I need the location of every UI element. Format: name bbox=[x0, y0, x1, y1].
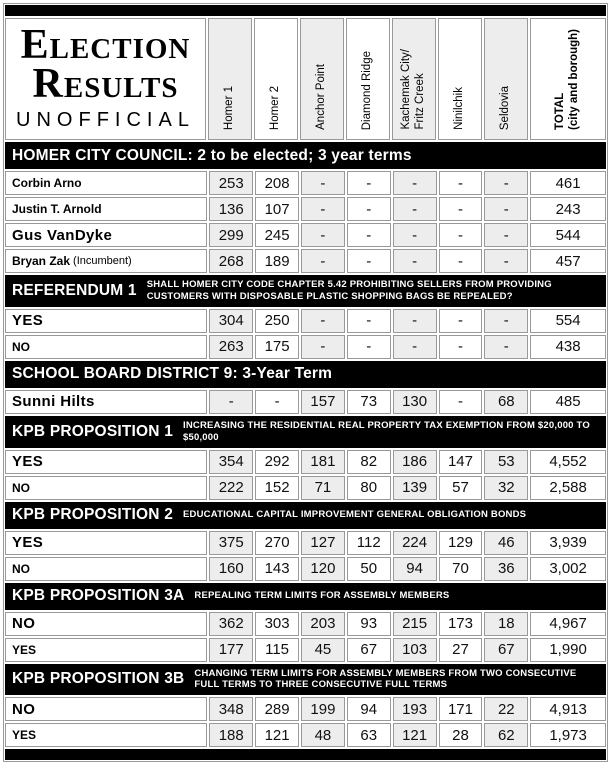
vote-count-cell-anchor-point: - bbox=[301, 197, 345, 221]
vote-count-cell-total: 4,552 bbox=[530, 450, 606, 474]
vote-count-cell-seldovia: 67 bbox=[484, 638, 528, 662]
vote-count-cell-homer-1: 253 bbox=[209, 171, 253, 195]
vote-count-cell-anchor-point: 157 bbox=[301, 390, 345, 414]
vote-count-cell-seldovia: - bbox=[484, 309, 528, 333]
vote-count-cell-diamond-ridge: 73 bbox=[347, 390, 391, 414]
section-title: KPB PROPOSITION 1 bbox=[12, 422, 174, 440]
vote-count-cell-ninilchik: - bbox=[439, 171, 483, 195]
vote-count-cell-homer-2: 152 bbox=[255, 476, 299, 500]
row-label-cell bbox=[5, 390, 207, 414]
vote-count-cell-kachemak-city-fritz-creek: 94 bbox=[393, 557, 437, 581]
vote-count-cell-homer-1: 222 bbox=[209, 476, 253, 500]
vote-count-cell-homer-2: 175 bbox=[255, 335, 299, 359]
vote-count-cell-seldovia: 32 bbox=[484, 476, 528, 500]
result-row bbox=[5, 450, 606, 474]
vote-count-cell-homer-1: 263 bbox=[209, 335, 253, 359]
vote-count-cell-ninilchik: 70 bbox=[439, 557, 483, 581]
section-title: SCHOOL BOARD DISTRICT 9: 3-Year Term bbox=[12, 365, 333, 383]
vote-count-cell-total: 544 bbox=[530, 223, 606, 247]
row-label: YES bbox=[12, 312, 44, 330]
vote-count-cell-ninilchik: 28 bbox=[439, 723, 483, 747]
section-header-kpb-proposition-3a bbox=[5, 583, 606, 610]
vote-count-cell-anchor-point: - bbox=[301, 249, 345, 273]
column-header-anchor-point bbox=[300, 18, 344, 140]
column-header-total bbox=[530, 18, 606, 140]
row-label: NO bbox=[12, 615, 36, 632]
vote-count-cell-ninilchik: 57 bbox=[439, 476, 483, 500]
vote-count-cell-kachemak-city-fritz-creek: - bbox=[393, 249, 437, 273]
vote-count-cell-total: 1,973 bbox=[530, 723, 606, 747]
vote-count-cell-anchor-point: 181 bbox=[301, 450, 345, 474]
result-row bbox=[5, 249, 606, 273]
results-sections bbox=[5, 142, 606, 747]
vote-count-cell-anchor-point: 48 bbox=[301, 723, 345, 747]
vote-count-cell-ninilchik: - bbox=[439, 249, 483, 273]
column-header-label: TOTAL (city and borough) bbox=[554, 29, 580, 130]
vote-count-cell-total: 4,913 bbox=[530, 697, 606, 721]
row-label: NO bbox=[12, 339, 30, 354]
vote-count-cell-kachemak-city-fritz-creek: - bbox=[393, 197, 437, 221]
section-title: KPB PROPOSITION 3A bbox=[12, 587, 185, 604]
row-label: Justin T. Arnold bbox=[12, 202, 102, 216]
result-row bbox=[5, 476, 606, 500]
vote-count-cell-homer-1: 160 bbox=[209, 557, 253, 581]
vote-count-cell-kachemak-city-fritz-creek: 186 bbox=[393, 450, 437, 474]
vote-count-cell-anchor-point: - bbox=[301, 335, 345, 359]
vote-count-cell-ninilchik: 27 bbox=[439, 638, 483, 662]
vote-count-cell-homer-2: 245 bbox=[255, 223, 299, 247]
row-label: YES bbox=[12, 453, 44, 470]
vote-count-cell-ninilchik: - bbox=[439, 197, 483, 221]
vote-count-cell-total: 461 bbox=[530, 171, 606, 195]
vote-count-cell-seldovia: - bbox=[484, 249, 528, 273]
section-title: HOMER CITY COUNCIL: 2 to be elected; 3 year terms bbox=[12, 146, 412, 164]
masthead bbox=[5, 18, 206, 140]
vote-count-cell-diamond-ridge: - bbox=[347, 197, 391, 221]
vote-count-cell-diamond-ridge: 94 bbox=[347, 697, 391, 721]
row-label-cell bbox=[5, 223, 207, 247]
vote-count-cell-ninilchik: - bbox=[439, 335, 483, 359]
vote-count-cell-diamond-ridge: 112 bbox=[347, 531, 391, 555]
vote-count-cell-kachemak-city-fritz-creek: - bbox=[393, 335, 437, 359]
vote-count-cell-homer-2: 189 bbox=[255, 249, 299, 273]
result-row bbox=[5, 557, 606, 581]
result-row bbox=[5, 390, 606, 414]
vote-count-cell-homer-1: 188 bbox=[209, 723, 253, 747]
result-row bbox=[5, 171, 606, 195]
table-header bbox=[5, 18, 606, 140]
vote-count-cell-seldovia: 68 bbox=[484, 390, 528, 414]
vote-count-cell-anchor-point: 199 bbox=[301, 697, 345, 721]
vote-count-cell-kachemak-city-fritz-creek: 130 bbox=[393, 390, 437, 414]
column-header-homer-1 bbox=[208, 18, 252, 140]
vote-count-cell-homer-1: 136 bbox=[209, 197, 253, 221]
vote-count-cell-diamond-ridge: 63 bbox=[347, 723, 391, 747]
vote-count-cell-total: 485 bbox=[530, 390, 606, 414]
vote-count-cell-ninilchik: - bbox=[439, 223, 483, 247]
vote-count-cell-kachemak-city-fritz-creek: 224 bbox=[393, 531, 437, 555]
vote-count-cell-anchor-point: 120 bbox=[301, 557, 345, 581]
masthead-subtitle: UNOFFICIAL bbox=[16, 109, 195, 132]
masthead-title-line1: Election bbox=[20, 21, 191, 68]
vote-count-cell-kachemak-city-fritz-creek: - bbox=[393, 309, 437, 333]
row-label: NO bbox=[12, 480, 30, 495]
vote-count-cell-homer-2: 208 bbox=[255, 171, 299, 195]
column-header-seldovia bbox=[484, 18, 528, 140]
column-header-label: Homer 1 bbox=[223, 85, 236, 130]
vote-count-cell-homer-2: 303 bbox=[255, 612, 299, 636]
section-header-kpb-proposition-1 bbox=[5, 416, 606, 448]
vote-count-cell-diamond-ridge: - bbox=[347, 335, 391, 359]
row-label-cell bbox=[5, 249, 207, 273]
vote-count-cell-homer-1: 299 bbox=[209, 223, 253, 247]
vote-count-cell-diamond-ridge: - bbox=[347, 309, 391, 333]
column-header-kachemak-city-fritz-creek bbox=[392, 18, 436, 140]
column-header-label: Ninilchik bbox=[453, 87, 466, 130]
vote-count-cell-ninilchik: 147 bbox=[439, 450, 483, 474]
vote-count-cell-ninilchik: - bbox=[439, 309, 483, 333]
section-header-kpb-proposition-2 bbox=[5, 502, 606, 529]
vote-count-cell-homer-1: 304 bbox=[209, 309, 253, 333]
row-label-cell bbox=[5, 557, 207, 581]
row-label: Sunni Hilts bbox=[12, 393, 95, 411]
vote-count-cell-total: 438 bbox=[530, 335, 606, 359]
vote-count-cell-seldovia: 62 bbox=[484, 723, 528, 747]
row-label: Bryan Zak bbox=[12, 254, 71, 268]
row-label-cell bbox=[5, 476, 207, 500]
vote-count-cell-homer-1: 362 bbox=[209, 612, 253, 636]
row-label: YES bbox=[12, 534, 44, 551]
section-description: INCREASING THE RESIDENTIAL REAL PROPERTY TAX EXEMPTION FROM $20,000 TO $50,000 bbox=[183, 419, 590, 443]
section-title: KPB PROPOSITION 3B bbox=[12, 670, 185, 688]
section-header-referendum-1 bbox=[5, 275, 606, 307]
section-header-school-board-district-9 bbox=[5, 361, 606, 388]
vote-count-cell-ninilchik: - bbox=[439, 390, 483, 414]
row-label-cell bbox=[5, 309, 207, 333]
result-row bbox=[5, 531, 606, 555]
row-label-cell bbox=[5, 197, 207, 221]
section-title: REFERENDUM 1 bbox=[12, 281, 137, 299]
vote-count-cell-kachemak-city-fritz-creek: - bbox=[393, 171, 437, 195]
vote-count-cell-kachemak-city-fritz-creek: 121 bbox=[393, 723, 437, 747]
vote-count-cell-anchor-point: 203 bbox=[301, 612, 345, 636]
vote-count-cell-diamond-ridge: 67 bbox=[347, 638, 391, 662]
vote-count-cell-seldovia: 53 bbox=[484, 450, 528, 474]
vote-count-cell-anchor-point: - bbox=[301, 223, 345, 247]
column-header-label: Homer 2 bbox=[269, 85, 282, 130]
column-header-label: Kachemak City/ Fritz Creek bbox=[400, 49, 426, 130]
vote-count-cell-total: 3,939 bbox=[530, 531, 606, 555]
result-row bbox=[5, 335, 606, 359]
result-row bbox=[5, 197, 606, 221]
vote-count-cell-homer-1: - bbox=[209, 390, 253, 414]
row-label-cell bbox=[5, 531, 207, 555]
row-label-cell bbox=[5, 335, 207, 359]
column-header-label: Diamond Ridge bbox=[361, 50, 374, 130]
vote-count-cell-total: 2,588 bbox=[530, 476, 606, 500]
column-headers bbox=[208, 18, 606, 140]
vote-count-cell-seldovia: - bbox=[484, 197, 528, 221]
column-header-label: Seldovia bbox=[499, 85, 512, 130]
vote-count-cell-anchor-point: 127 bbox=[301, 531, 345, 555]
vote-count-cell-homer-2: 250 bbox=[255, 309, 299, 333]
vote-count-cell-homer-1: 268 bbox=[209, 249, 253, 273]
vote-count-cell-anchor-point: 71 bbox=[301, 476, 345, 500]
vote-count-cell-seldovia: - bbox=[484, 171, 528, 195]
vote-count-cell-homer-2: 289 bbox=[255, 697, 299, 721]
section-title: KPB PROPOSITION 2 bbox=[12, 506, 174, 523]
vote-count-cell-diamond-ridge: 93 bbox=[347, 612, 391, 636]
vote-count-cell-ninilchik: 129 bbox=[439, 531, 483, 555]
vote-count-cell-homer-2: 121 bbox=[255, 723, 299, 747]
vote-count-cell-seldovia: 36 bbox=[484, 557, 528, 581]
row-label-cell bbox=[5, 612, 207, 636]
vote-count-cell-seldovia: 18 bbox=[484, 612, 528, 636]
vote-count-cell-homer-2: 270 bbox=[255, 531, 299, 555]
result-row bbox=[5, 612, 606, 636]
row-label-cell bbox=[5, 638, 207, 662]
vote-count-cell-total: 554 bbox=[530, 309, 606, 333]
vote-count-cell-diamond-ridge: 50 bbox=[347, 557, 391, 581]
vote-count-cell-diamond-ridge: - bbox=[347, 249, 391, 273]
vote-count-cell-total: 1,990 bbox=[530, 638, 606, 662]
section-description: SHALL HOMER CITY CODE CHAPTER 5.42 PROHIBITING SELLERS FROM PROVIDING CUSTOMERS WITH DISPOSABLE PLASTIC SHOPPING BAGS BE REPEALED? bbox=[146, 279, 552, 302]
vote-count-cell-kachemak-city-fritz-creek: 215 bbox=[393, 612, 437, 636]
row-label: NO bbox=[12, 561, 30, 576]
vote-count-cell-homer-2: 107 bbox=[255, 197, 299, 221]
section-description: EDUCATIONAL CAPITAL IMPROVEMENT GENERAL OBLIGATION BONDS bbox=[183, 509, 527, 521]
row-label-note: (Incumbent) bbox=[73, 255, 132, 267]
vote-count-cell-ninilchik: 173 bbox=[439, 612, 483, 636]
result-row bbox=[5, 638, 606, 662]
vote-count-cell-total: 3,002 bbox=[530, 557, 606, 581]
vote-count-cell-total: 243 bbox=[530, 197, 606, 221]
column-header-homer-2 bbox=[254, 18, 298, 140]
vote-count-cell-homer-1: 375 bbox=[209, 531, 253, 555]
top-rule bbox=[5, 5, 606, 16]
result-row bbox=[5, 697, 606, 721]
row-label: NO bbox=[12, 700, 36, 718]
row-label: Gus VanDyke bbox=[12, 226, 113, 244]
masthead-title-line2: Results bbox=[32, 60, 179, 107]
column-header-diamond-ridge bbox=[346, 18, 390, 140]
vote-count-cell-homer-2: - bbox=[255, 390, 299, 414]
vote-count-cell-diamond-ridge: - bbox=[347, 171, 391, 195]
bottom-rule bbox=[5, 749, 606, 760]
section-header-kpb-proposition-3b bbox=[5, 664, 606, 696]
row-label-cell bbox=[5, 697, 207, 721]
row-label-cell bbox=[5, 723, 207, 747]
column-header-label: Anchor Point bbox=[315, 64, 328, 130]
vote-count-cell-homer-1: 348 bbox=[209, 697, 253, 721]
result-row bbox=[5, 309, 606, 333]
vote-count-cell-homer-1: 177 bbox=[209, 638, 253, 662]
vote-count-cell-seldovia: - bbox=[484, 335, 528, 359]
vote-count-cell-kachemak-city-fritz-creek: - bbox=[393, 223, 437, 247]
election-results-table bbox=[3, 3, 608, 762]
section-header-homer-city-council bbox=[5, 142, 606, 169]
vote-count-cell-total: 4,967 bbox=[530, 612, 606, 636]
vote-count-cell-homer-2: 292 bbox=[255, 450, 299, 474]
section-description: REPEALING TERM LIMITS FOR ASSEMBLY MEMBERS bbox=[194, 590, 450, 602]
vote-count-cell-homer-1: 354 bbox=[209, 450, 253, 474]
row-label: Corbin Arno bbox=[12, 176, 82, 190]
vote-count-cell-anchor-point: - bbox=[301, 171, 345, 195]
vote-count-cell-diamond-ridge: 82 bbox=[347, 450, 391, 474]
result-row bbox=[5, 223, 606, 247]
vote-count-cell-kachemak-city-fritz-creek: 139 bbox=[393, 476, 437, 500]
vote-count-cell-anchor-point: - bbox=[301, 309, 345, 333]
row-label: YES bbox=[12, 642, 37, 657]
vote-count-cell-seldovia: 46 bbox=[484, 531, 528, 555]
result-row bbox=[5, 723, 606, 747]
vote-count-cell-homer-2: 115 bbox=[255, 638, 299, 662]
vote-count-cell-homer-2: 143 bbox=[255, 557, 299, 581]
vote-count-cell-seldovia: 22 bbox=[484, 697, 528, 721]
vote-count-cell-diamond-ridge: 80 bbox=[347, 476, 391, 500]
row-label-cell bbox=[5, 171, 207, 195]
section-description: CHANGING TERM LIMITS FOR ASSEMBLY MEMBERS FROM TWO CONSECUTIVE FULL TERMS TO THREE CONSECUTIVE FULL TERMS bbox=[194, 667, 577, 691]
column-header-ninilchik bbox=[438, 18, 482, 140]
vote-count-cell-ninilchik: 171 bbox=[439, 697, 483, 721]
vote-count-cell-anchor-point: 45 bbox=[301, 638, 345, 662]
vote-count-cell-seldovia: - bbox=[484, 223, 528, 247]
row-label: YES bbox=[12, 728, 37, 743]
vote-count-cell-total: 457 bbox=[530, 249, 606, 273]
row-label-cell bbox=[5, 450, 207, 474]
vote-count-cell-kachemak-city-fritz-creek: 103 bbox=[393, 638, 437, 662]
vote-count-cell-kachemak-city-fritz-creek: 193 bbox=[393, 697, 437, 721]
vote-count-cell-diamond-ridge: - bbox=[347, 223, 391, 247]
